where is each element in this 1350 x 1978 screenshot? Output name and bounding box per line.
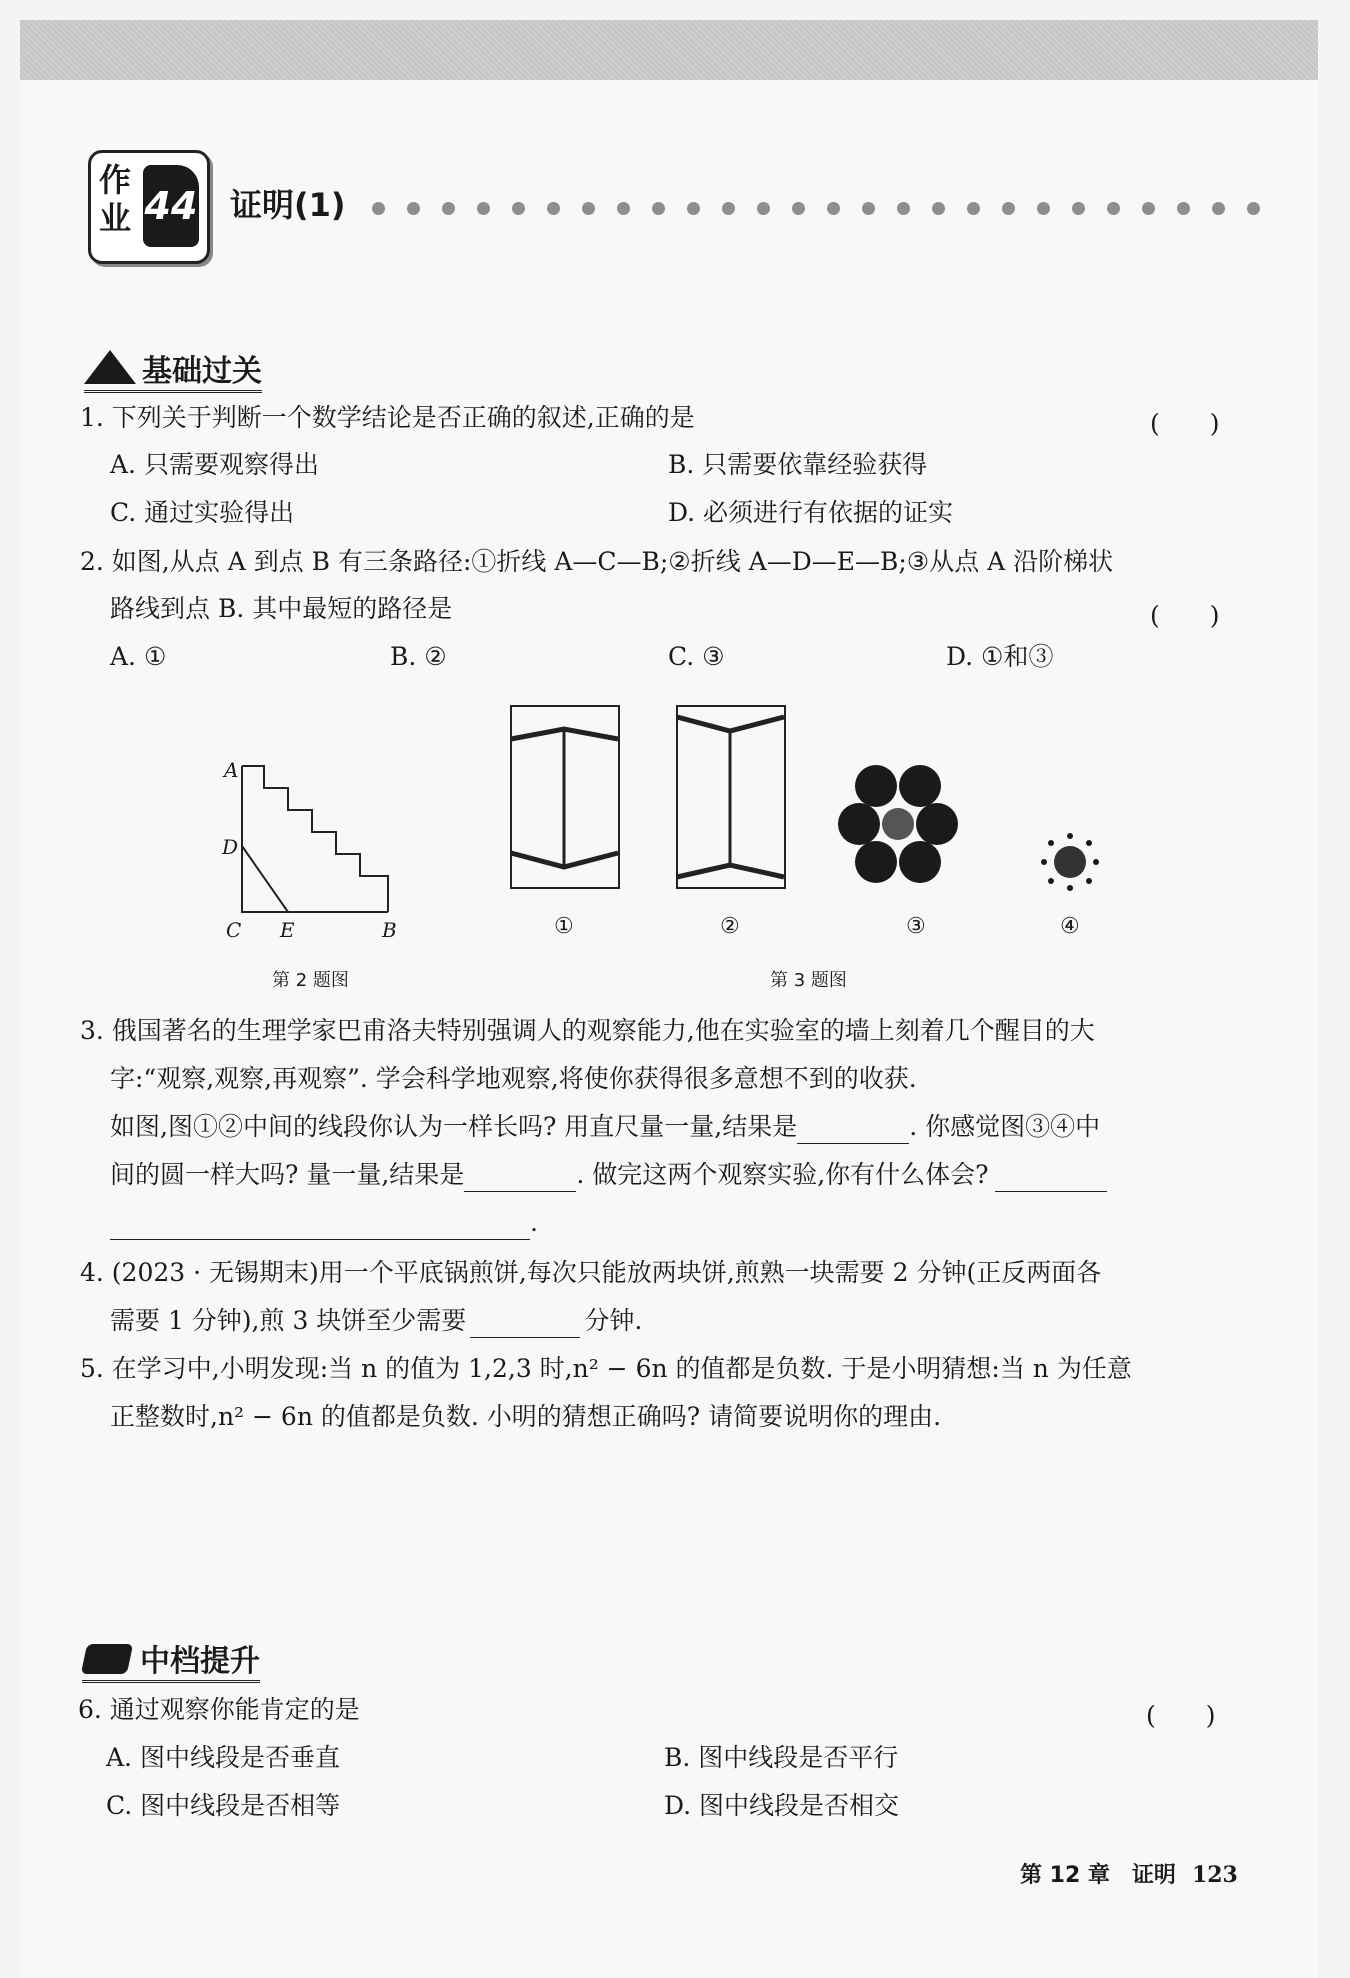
question-3-line3-text-b: . 你感觉图③④中: [909, 1112, 1101, 1141]
point-label-d: D: [222, 835, 239, 859]
section-heading-basic: [84, 346, 262, 393]
figure-3-mark-1: ①: [554, 914, 574, 939]
section-title: 中档提升: [140, 1644, 260, 1679]
answer-blank-3c-continued[interactable]: [110, 1211, 530, 1240]
figure-3-caption: 第 3 题图: [770, 970, 847, 991]
section-heading-intermediate: [82, 1636, 260, 1683]
question-2-stem-line1: 2. 如图,从点 A 到点 B 有三条路径:①折线 A—C—B;②折线 A—D—E—B;③从点 A 沿阶梯状: [80, 547, 1114, 576]
question-4-line2: [110, 1304, 642, 1338]
top-shaded-band: [20, 20, 1318, 80]
question-3-line3: [110, 1110, 1100, 1144]
question-3-line3-text-a: 如图,图①②中间的线段你认为一样长吗? 用直尺量一量,结果是: [110, 1112, 798, 1141]
figure-3-mark-4: ④: [1060, 914, 1080, 939]
question-5-line1: 5. 在学习中,小明发现:当 n 的值为 1,2,3 时,n² − 6n 的值都是负数. 于是小明猜想:当 n 为任意: [80, 1354, 1132, 1383]
figure-3-panel-3-circles: [838, 758, 958, 890]
q6-option-d: D. 图中线段是否相交: [664, 1791, 900, 1820]
question-2-stem-line2: 路线到点 B. 其中最短的路径是: [110, 594, 453, 623]
page-footer: [1020, 1858, 1238, 1889]
answer-paren-1: ( ): [1150, 409, 1220, 438]
badge-number: 44: [143, 165, 199, 247]
figure-2-staircase: [220, 750, 420, 930]
q1-option-c: C. 通过实验得出: [110, 498, 295, 527]
point-label-b: B: [382, 918, 397, 942]
figure-3-mark-3: ③: [906, 914, 926, 939]
question-4-line2-text-a: 需要 1 分钟),煎 3 块饼至少需要: [110, 1306, 467, 1335]
question-3-line4-text-b: . 做完这两个观察实验,你有什么体会?: [576, 1160, 989, 1189]
q2-option-b: B. ②: [390, 642, 447, 671]
q2-option-c: C. ③: [668, 642, 725, 671]
question-4-line2-text-b: 分钟.: [584, 1306, 643, 1335]
figure-3-panel-2: [676, 705, 788, 890]
badge-label: 作业: [99, 161, 132, 237]
homework-badge: [88, 150, 210, 264]
figure-3-mark-2: ②: [720, 914, 740, 939]
q1-option-b: B. 只需要依靠经验获得: [668, 450, 928, 479]
answer-paren-6: ( ): [1146, 1701, 1216, 1730]
question-3-line5-period: .: [530, 1208, 538, 1237]
q6-option-c: C. 图中线段是否相等: [106, 1791, 341, 1820]
q6-option-b: B. 图中线段是否平行: [664, 1743, 899, 1772]
figure-2-caption: 第 2 题图: [272, 970, 349, 991]
question-3-line5: [110, 1206, 538, 1240]
answer-blank-3c[interactable]: [995, 1163, 1107, 1192]
question-1-stem: 1. 下列关于判断一个数学结论是否正确的叙述,正确的是: [80, 403, 695, 432]
answer-blank-3b[interactable]: [464, 1163, 576, 1192]
chapter-label: 第 12 章 证明: [1020, 1863, 1176, 1888]
question-6-stem: 6. 通过观察你能肯定的是: [78, 1695, 360, 1724]
q1-option-a: A. 只需要观察得出: [110, 450, 319, 479]
section-title: 基础过关: [142, 354, 262, 389]
figure-3-panel-4-circles: [1038, 830, 1102, 894]
triangle-icon: [84, 350, 136, 384]
q6-option-a: A. 图中线段是否垂直: [106, 1743, 340, 1772]
figure-3-panel-1: [510, 705, 622, 890]
question-3-line4: [110, 1158, 1107, 1192]
point-label-c: C: [226, 918, 242, 942]
q1-option-d: D. 必须进行有依据的证实: [668, 498, 954, 527]
q2-option-d: D. ①和③: [946, 642, 1054, 671]
answer-blank-3a[interactable]: [797, 1115, 909, 1144]
point-label-e: E: [280, 918, 295, 942]
page-number: 123: [1191, 1862, 1238, 1888]
title-dot-leader: [372, 200, 1282, 219]
question-5-line2: 正整数时,n² − 6n 的值都是负数. 小明的猜想正确吗? 请简要说明你的理由.: [110, 1402, 942, 1431]
question-3-line1: 3. 俄国著名的生理学家巴甫洛夫特别强调人的观察能力,他在实验室的墙上刻着几个醒目的大: [80, 1016, 1095, 1045]
point-label-a: A: [224, 758, 239, 782]
block-icon: [81, 1644, 133, 1674]
question-4-line1: 4. (2023 · 无锡期末)用一个平底锅煎饼,每次只能放两块饼,煎熟一块需要 2 分钟(正反两面各: [80, 1258, 1102, 1287]
answer-paren-2: ( ): [1150, 601, 1220, 630]
question-3-line2: 字:“观察,观察,再观察”. 学会科学地观察,将使你获得很多意想不到的收获.: [110, 1064, 917, 1093]
homework-title: 证明(1): [230, 186, 346, 224]
question-3-line4-text-a: 间的圆一样大吗? 量一量,结果是: [110, 1160, 465, 1189]
q2-option-a: A. ①: [110, 642, 167, 671]
answer-blank-4[interactable]: [470, 1309, 580, 1338]
